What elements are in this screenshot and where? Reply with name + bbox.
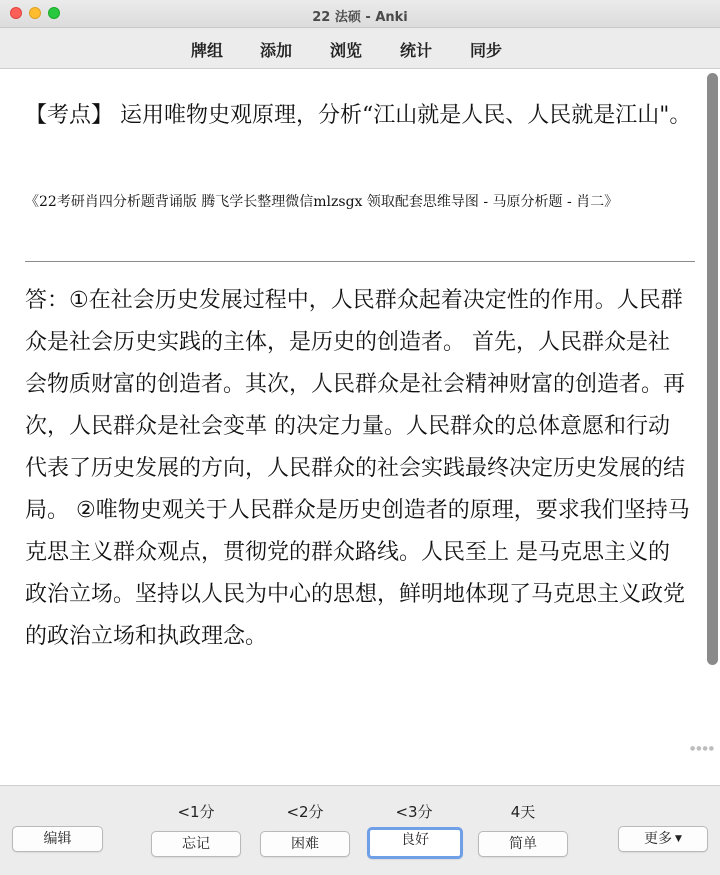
easy-interval: 4天	[510, 803, 536, 821]
good-interval: <3分	[395, 803, 433, 821]
toolbar-sync-link[interactable]: 同步	[470, 41, 503, 60]
resize-grip-icon: ●●●●	[690, 745, 715, 752]
chevron-down-icon: ▼	[675, 834, 682, 844]
toolbar-decks-link[interactable]: 牌组	[191, 41, 224, 60]
hard-button[interactable]: 困难	[260, 831, 350, 857]
again-interval: <1分	[177, 803, 215, 821]
main-toolbar	[0, 28, 720, 69]
good-button[interactable]: 良好	[367, 827, 463, 859]
easy-button[interactable]: 简单	[478, 831, 568, 857]
window-title: 22 法硕 - Anki	[312, 10, 408, 25]
title-bar	[0, 0, 720, 28]
answer-divider	[25, 261, 695, 262]
answer-bar	[0, 787, 720, 875]
more-button[interactable]	[618, 826, 708, 852]
edit-button[interactable]: 编辑	[12, 826, 103, 852]
toolbar-stats-link[interactable]: 统计	[400, 41, 433, 60]
card-answer: 答：①在社会历史发展过程中，人民群众起着决定性的作用。人民群众是社会历史实践的主体，是历史的创造者。 首先，人民群众是社会物质财富的创造者。其次，人民群众是社会精神财富的创造者。再次，人民群众是社会变革 的决定力量。人民群众的总体意愿和行动代表了历史发展的方向，人民群众的社会实践最终决定历史发展的结局。 ②唯物史观关于人民群众是历史创造者的原理，要求我们坚持马克思主义群众观点，贯彻党的群众路线。人民至上 是马克思主义的政治立场。坚持以人民为中心的思想，鲜明地体现了马克思主义政党的政治立场和执政理念。	[25, 288, 690, 649]
toolbar-browse-link[interactable]: 浏览	[330, 41, 363, 60]
card-source: 《22考研肖四分析题背诵版 腾飞学长整理微信mlzsgx 领取配套思维导图 - 马原分析题 - 肖二》	[25, 194, 619, 210]
toolbar-add-link[interactable]: 添加	[260, 41, 293, 60]
again-button[interactable]: 忘记	[151, 831, 241, 857]
content-scrollbar[interactable]	[707, 73, 718, 665]
more-label: 更多	[644, 831, 673, 847]
hard-interval: <2分	[286, 803, 324, 821]
card-question: 【考点】 运用唯物史观原理，分析“江山就是人民、人民就是江山"。	[25, 103, 692, 128]
